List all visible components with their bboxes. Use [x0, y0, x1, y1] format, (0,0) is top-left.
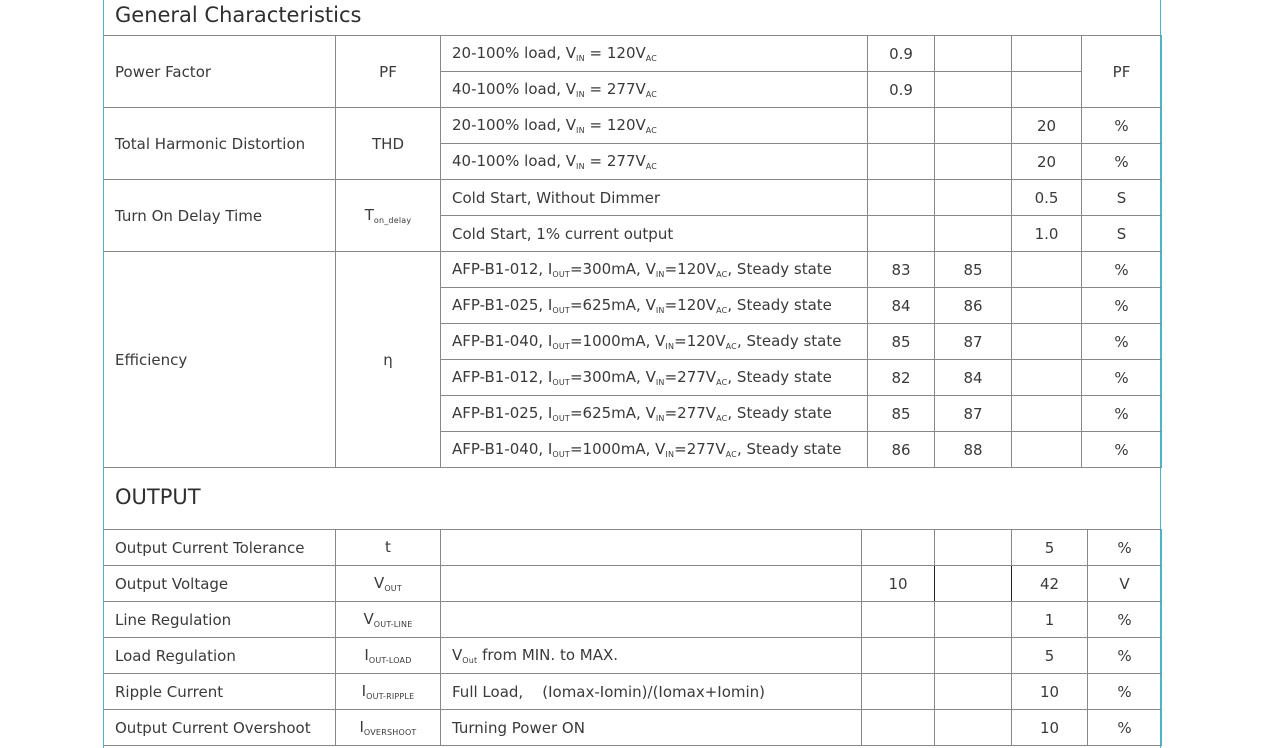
table-row	[104, 108, 1162, 144]
param-condition: AFP-B1-012, $I_{OUT}=300mA$, $V_{IN}=120V_{AC}$, Steady state	[441, 252, 868, 288]
min-value: 84	[868, 288, 935, 324]
max-value	[1012, 432, 1082, 468]
param-symbol: η	[336, 252, 441, 468]
table-row	[104, 180, 1162, 216]
section-title-output: OUTPUT	[115, 485, 201, 509]
table-row	[104, 252, 1162, 288]
unit-value: %	[1082, 144, 1162, 180]
param-condition: AFP-B1-012, $I_{OUT}=300mA$, $V_{IN}=277V_{AC}$, Steady state	[441, 360, 868, 396]
max-value	[1012, 360, 1082, 396]
unit-value: %	[1088, 530, 1162, 566]
max-value: 5	[1012, 530, 1088, 566]
min-value	[862, 638, 935, 674]
max-value: 0.5	[1012, 180, 1082, 216]
param-condition: AFP-B1-040, $I_{OUT}=1000mA$, $V_{IN}=120V_{AC}$, Steady state	[441, 324, 868, 360]
typ-value	[935, 710, 1012, 746]
unit-value: %	[1082, 108, 1162, 144]
max-value: 10	[1012, 710, 1088, 746]
param-condition: 40-100% load, $V_{IN} = 277V_{AC}$	[441, 144, 868, 180]
param-name: Line Regulation	[104, 602, 336, 638]
min-value: 0.9	[868, 72, 935, 108]
param-symbol: $T_{on\_delay}$	[336, 180, 441, 252]
param-name: Output Current Overshoot	[104, 710, 336, 746]
max-value	[1012, 288, 1082, 324]
unit-value: %	[1082, 396, 1162, 432]
param-name: Load Regulation	[104, 638, 336, 674]
param-condition: 20-100% load, $V_{IN} = 120V_{AC}$	[441, 36, 868, 72]
min-value	[862, 602, 935, 638]
param-symbol: PF	[336, 36, 441, 108]
table-row	[104, 602, 1162, 638]
max-value	[1012, 324, 1082, 360]
table-row	[104, 638, 1162, 674]
table-row	[104, 710, 1162, 746]
param-condition	[441, 530, 862, 566]
unit-value: %	[1088, 710, 1162, 746]
typ-value	[935, 674, 1012, 710]
max-value: 20	[1012, 108, 1082, 144]
typ-value	[935, 108, 1012, 144]
unit-value: S	[1082, 180, 1162, 216]
max-value: 1	[1012, 602, 1088, 638]
max-value: 20	[1012, 144, 1082, 180]
max-value	[1012, 36, 1082, 72]
unit-value: %	[1088, 638, 1162, 674]
unit-value: %	[1082, 252, 1162, 288]
param-condition: 40-100% load, $V_{IN} = 277V_{AC}$	[441, 72, 868, 108]
min-value	[862, 530, 935, 566]
typ-value	[935, 602, 1012, 638]
min-value: 0.9	[868, 36, 935, 72]
param-symbol: $I_{OUT-RIPPLE}$	[336, 674, 441, 710]
param-name: Output Current Tolerance	[104, 530, 336, 566]
unit-value: %	[1088, 602, 1162, 638]
max-value: 42	[1012, 566, 1088, 602]
param-symbol: $V_{OUT-LINE}$	[336, 602, 441, 638]
typ-value: 87	[935, 324, 1012, 360]
table-row	[104, 530, 1162, 566]
typ-value	[935, 530, 1012, 566]
typ-value	[935, 72, 1012, 108]
min-value	[868, 180, 935, 216]
param-condition	[441, 602, 862, 638]
param-name: Total Harmonic Distortion	[104, 108, 336, 180]
unit-value: PF	[1082, 36, 1162, 108]
typ-value: 86	[935, 288, 1012, 324]
min-value	[868, 108, 935, 144]
min-value: 85	[868, 396, 935, 432]
typ-value	[935, 216, 1012, 252]
typ-value	[935, 36, 1012, 72]
typ-value	[935, 144, 1012, 180]
typ-value	[935, 638, 1012, 674]
max-value	[1012, 396, 1082, 432]
unit-value: %	[1082, 432, 1162, 468]
param-condition: AFP-B1-025, $I_{OUT}=625mA$, $V_{IN}=277V_{AC}$, Steady state	[441, 396, 868, 432]
unit-value: %	[1082, 324, 1162, 360]
param-symbol: $V_{OUT}$	[336, 566, 441, 602]
param-condition: AFP-B1-025, $I_{OUT}=625mA$, $V_{IN}=120V_{AC}$, Steady state	[441, 288, 868, 324]
unit-value: %	[1082, 360, 1162, 396]
param-condition: Full Load, (Iomax-Iomin)/(Iomax+Iomin)	[441, 674, 862, 710]
param-symbol: THD	[336, 108, 441, 180]
param-name: Efficiency	[104, 252, 336, 468]
min-value	[868, 216, 935, 252]
min-value	[862, 710, 935, 746]
param-name: Turn On Delay Time	[104, 180, 336, 252]
table-row	[104, 36, 1162, 72]
param-condition	[441, 566, 862, 602]
table-row	[104, 566, 1162, 602]
unit-value: S	[1082, 216, 1162, 252]
typ-value: 84	[935, 360, 1012, 396]
param-condition: Cold Start, Without Dimmer	[441, 180, 868, 216]
param-symbol: $I_{OUT-LOAD}$	[336, 638, 441, 674]
typ-value: 88	[935, 432, 1012, 468]
typ-value: 85	[935, 252, 1012, 288]
min-value	[868, 144, 935, 180]
table-row	[104, 674, 1162, 710]
param-name: Ripple Current	[104, 674, 336, 710]
max-value: 5	[1012, 638, 1088, 674]
min-value: 85	[868, 324, 935, 360]
param-symbol: t	[336, 530, 441, 566]
unit-value: V	[1088, 566, 1162, 602]
typ-value	[935, 566, 1012, 602]
min-value: 83	[868, 252, 935, 288]
param-name: Output Voltage	[104, 566, 336, 602]
unit-value: %	[1088, 674, 1162, 710]
max-value	[1012, 72, 1082, 108]
typ-value	[935, 180, 1012, 216]
typ-value: 87	[935, 396, 1012, 432]
section-title-general: General Characteristics	[115, 3, 362, 27]
param-condition: Cold Start, 1% current output	[441, 216, 868, 252]
min-value: 86	[868, 432, 935, 468]
param-condition: Turning Power ON	[441, 710, 862, 746]
max-value	[1012, 252, 1082, 288]
min-value: 10	[862, 566, 935, 602]
param-symbol: $I_{OVERSHOOT}$	[336, 710, 441, 746]
max-value: 1.0	[1012, 216, 1082, 252]
param-condition: $V_{Out}$ from MIN. to MAX.	[441, 638, 862, 674]
output-table	[103, 529, 1162, 746]
general-characteristics-table	[103, 35, 1162, 468]
min-value: 82	[868, 360, 935, 396]
param-name: Power Factor	[104, 36, 336, 108]
max-value: 10	[1012, 674, 1088, 710]
min-value	[862, 674, 935, 710]
unit-value: %	[1082, 288, 1162, 324]
param-condition: AFP-B1-040, $I_{OUT}=1000mA$, $V_{IN}=277V_{AC}$, Steady state	[441, 432, 868, 468]
param-condition: 20-100% load, $V_{IN} = 120V_{AC}$	[441, 108, 868, 144]
